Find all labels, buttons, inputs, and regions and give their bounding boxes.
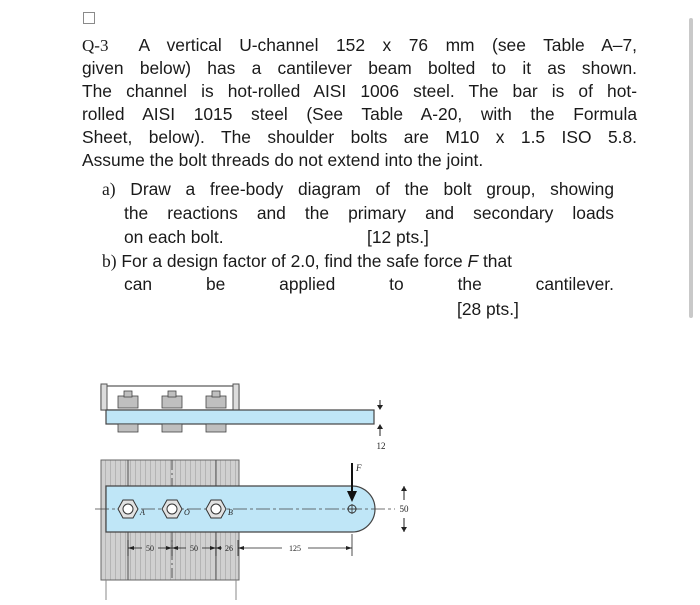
question-line-6: Assume the bolt threads do not extend into the joint.	[82, 150, 484, 170]
dimension-12	[377, 400, 386, 451]
question-line-2: given below) has a cantilever beam bolted to it as shown.	[82, 58, 637, 78]
part-b-text-1: For a design factor of 2.0, find the safe force	[121, 251, 468, 271]
part-b-force-var: F	[467, 251, 479, 271]
label-o: O	[184, 508, 190, 517]
part-b-word: applied	[279, 274, 336, 294]
dim-50-first-label: 50	[146, 544, 154, 553]
part-b-label: b)	[102, 251, 117, 271]
dim-50-height-label: 50	[399, 504, 409, 514]
part-b-points: [28 pts.]	[457, 299, 519, 319]
label-a: A	[140, 508, 145, 517]
dim-26-label: 26	[225, 544, 233, 553]
part-b-word: be	[205, 274, 226, 294]
part-b-word: the	[457, 274, 482, 294]
label-b: B	[228, 508, 233, 517]
dim-12-label: 12	[376, 441, 386, 451]
part-b-word: to	[389, 274, 404, 294]
part-a-points: [12 pts.]	[367, 227, 429, 247]
question-line-5: Sheet, below). The shoulder bolts are M10 x 1.5 ISO 5.8.	[82, 127, 637, 147]
dim-125-label: 125	[289, 544, 301, 553]
part-a-line-2: the reactions and the primary and secondary loads	[124, 203, 614, 223]
part-b-word: cantilever.	[535, 274, 614, 294]
bar-top-view	[106, 410, 374, 424]
part-a-text-1: Draw a free-body diagram of the bolt group, showing	[130, 179, 614, 199]
question-number: Q-3	[82, 36, 109, 55]
part-a-text-3: on each bolt.	[124, 227, 224, 247]
part-a-label: a)	[102, 179, 116, 199]
question-line-3: The channel is hot-rolled AISI 1006 steel. The bar is of hot-	[82, 81, 637, 101]
question-line-4: rolled AISI 1015 steel (See Table A-20, with the Formula	[82, 104, 637, 124]
dimension-50-height	[400, 486, 410, 532]
bolt-nuts-top	[118, 424, 226, 432]
bolt-b	[206, 500, 226, 518]
part-b-word: can	[124, 274, 153, 294]
question-text-1: A vertical U-channel 152 x 76 mm (see Table A–7,	[138, 35, 637, 55]
bolt-o	[162, 500, 182, 518]
dim-50-second-label: 50	[190, 544, 198, 553]
part-b-text-1-end: that	[478, 251, 512, 271]
bolt-a	[118, 500, 138, 518]
force-label: F	[356, 463, 362, 473]
